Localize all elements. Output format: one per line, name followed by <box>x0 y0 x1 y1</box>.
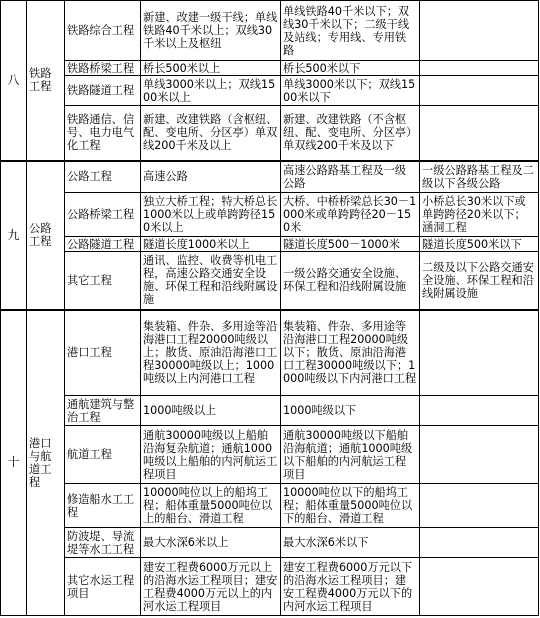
large-scale-cell: 隧道长度1000米以上 <box>141 237 281 252</box>
table-row <box>1 426 539 484</box>
item-name: 防波堤、导流堤等水工工程 <box>65 528 141 558</box>
medium-scale-cell: 集装箱、件杂、多用途等沿海港口工程20000吨级以下；散货、原油沿海港口工程30000吨级以下；1000吨级以下内河港口工程 <box>281 310 420 396</box>
large-scale-cell: 独立大桥工程；特大桥总长1000米以上或单跨跨径150米以上 <box>141 193 281 237</box>
small-scale-cell <box>420 558 539 616</box>
section-number: 九 <box>1 161 27 310</box>
small-scale-cell <box>420 106 539 161</box>
table-row <box>1 1 539 61</box>
large-scale-cell: 集装箱、件杂、多用途等沿海港口工程20000吨级以上；散货、原油沿海港口工程30000吨级以上；1000吨级以上内河港口工程 <box>141 310 281 396</box>
medium-scale-cell: 新建、改建铁路（不含枢纽、配、变电所、分区亭）单双线200千米及以下 <box>281 106 420 161</box>
small-scale-cell: 一级公路路基工程及二级以下各级公路 <box>420 161 539 193</box>
table-row <box>1 76 539 106</box>
large-scale-cell: 新建、改建一级干线；单线铁路40千米以上；双线30千米以上及枢纽 <box>141 1 281 61</box>
small-scale-cell <box>420 426 539 484</box>
small-scale-cell <box>420 61 539 76</box>
medium-scale-cell: 1000吨级以下 <box>281 396 420 426</box>
small-scale-cell <box>420 396 539 426</box>
small-scale-cell: 小桥总长30米以下或单跨跨径20米以下；涵洞工程 <box>420 193 539 237</box>
medium-scale-cell: 一级公路交通安全设施、环保工程和沿线附属设施 <box>281 252 420 310</box>
table-row <box>1 396 539 426</box>
small-scale-cell <box>420 76 539 106</box>
item-name: 修造船水工工程 <box>65 484 141 528</box>
medium-scale-cell: 单线3000米以下；双线1500米以下 <box>281 76 420 106</box>
table-row <box>1 193 539 237</box>
item-name: 铁路综合工程 <box>65 1 141 61</box>
table-row <box>1 237 539 252</box>
table-row <box>1 310 539 396</box>
large-scale-cell: 高速公路 <box>141 161 281 193</box>
section-number: 八 <box>1 1 27 161</box>
table-row <box>1 161 539 193</box>
large-scale-cell: 建安工程费6000万元以上的沿海水运工程项目；建安工程费4000万元以上的内河水运工程项目 <box>141 558 281 616</box>
small-scale-cell <box>420 484 539 528</box>
section-category: 铁路工程 <box>27 1 65 161</box>
large-scale-cell: 新建、改建铁路（含枢纽、配、变电所、分区亭）单双线200千米及以上 <box>141 106 281 161</box>
table-row <box>1 528 539 558</box>
item-name: 公路桥梁工程 <box>65 193 141 237</box>
medium-scale-cell: 大桥、中桥桥梁总长30－1000米或单跨跨径20－150米 <box>281 193 420 237</box>
section-number: 十 <box>1 310 27 616</box>
item-name: 港口工程 <box>65 310 141 396</box>
large-scale-cell: 10000吨位以上的船坞工程；船体重量5000吨位以上的船台、滑道工程 <box>141 484 281 528</box>
item-name: 其它水运工程项目 <box>65 558 141 616</box>
large-scale-cell: 最大水深6米以上 <box>141 528 281 558</box>
small-scale-cell: 二级及以下公路交通安全设施、环保工程和沿线附属设施 <box>420 252 539 310</box>
item-name: 其它工程 <box>65 252 141 310</box>
table-row <box>1 61 539 76</box>
item-name: 航道工程 <box>65 426 141 484</box>
medium-scale-cell: 隧道长度500－1000米 <box>281 237 420 252</box>
item-name: 公路工程 <box>65 161 141 193</box>
section-category: 港口与航道工程 <box>27 310 65 616</box>
small-scale-cell <box>420 310 539 396</box>
medium-scale-cell: 建安工程费6000万元以下的沿海水运工程项目；建安工程费4000万元以下的内河水运工程项目 <box>281 558 420 616</box>
item-name: 铁路通信、信号、电力电气化工程 <box>65 106 141 161</box>
medium-scale-cell: 单线铁路40千米以下；双线30千米以下；二级干线及站线；专用线、专用铁路 <box>281 1 420 61</box>
item-name: 通航建筑与整治工程 <box>65 396 141 426</box>
medium-scale-cell: 10000吨位以下的船坞工程；船体重量5000吨位以下的船台、滑道工程 <box>281 484 420 528</box>
large-scale-cell: 通讯、监控、收费等机电工程，高速公路交通安全设施、环保工程和沿线附属设施 <box>141 252 281 310</box>
item-name: 公路隧道工程 <box>65 237 141 252</box>
large-scale-cell: 单线3000米以上；双线1500米以上 <box>141 76 281 106</box>
small-scale-cell <box>420 1 539 61</box>
medium-scale-cell: 最大水深6米以下 <box>281 528 420 558</box>
item-name: 铁路隧道工程 <box>65 76 141 106</box>
table-row <box>1 252 539 310</box>
large-scale-cell: 桥长500米以上 <box>141 61 281 76</box>
medium-scale-cell: 桥长500米以下 <box>281 61 420 76</box>
large-scale-cell: 通航30000吨级以上船舶沿海复杂航道；通航1000吨级以上船舶的内河航运工程项目 <box>141 426 281 484</box>
small-scale-cell <box>420 528 539 558</box>
table-row <box>1 106 539 161</box>
item-name: 铁路桥梁工程 <box>65 61 141 76</box>
table-row <box>1 484 539 528</box>
section-category: 公路工程 <box>27 161 65 310</box>
medium-scale-cell: 高速公路路基工程及一级公路 <box>281 161 420 193</box>
table-row <box>1 558 539 616</box>
large-scale-cell: 1000吨级以上 <box>141 396 281 426</box>
small-scale-cell: 隧道长度500米以下 <box>420 237 539 252</box>
medium-scale-cell: 通航30000吨级以下船舶沿海航道；通航1000吨级以下船舶的内河航运工程项目 <box>281 426 420 484</box>
